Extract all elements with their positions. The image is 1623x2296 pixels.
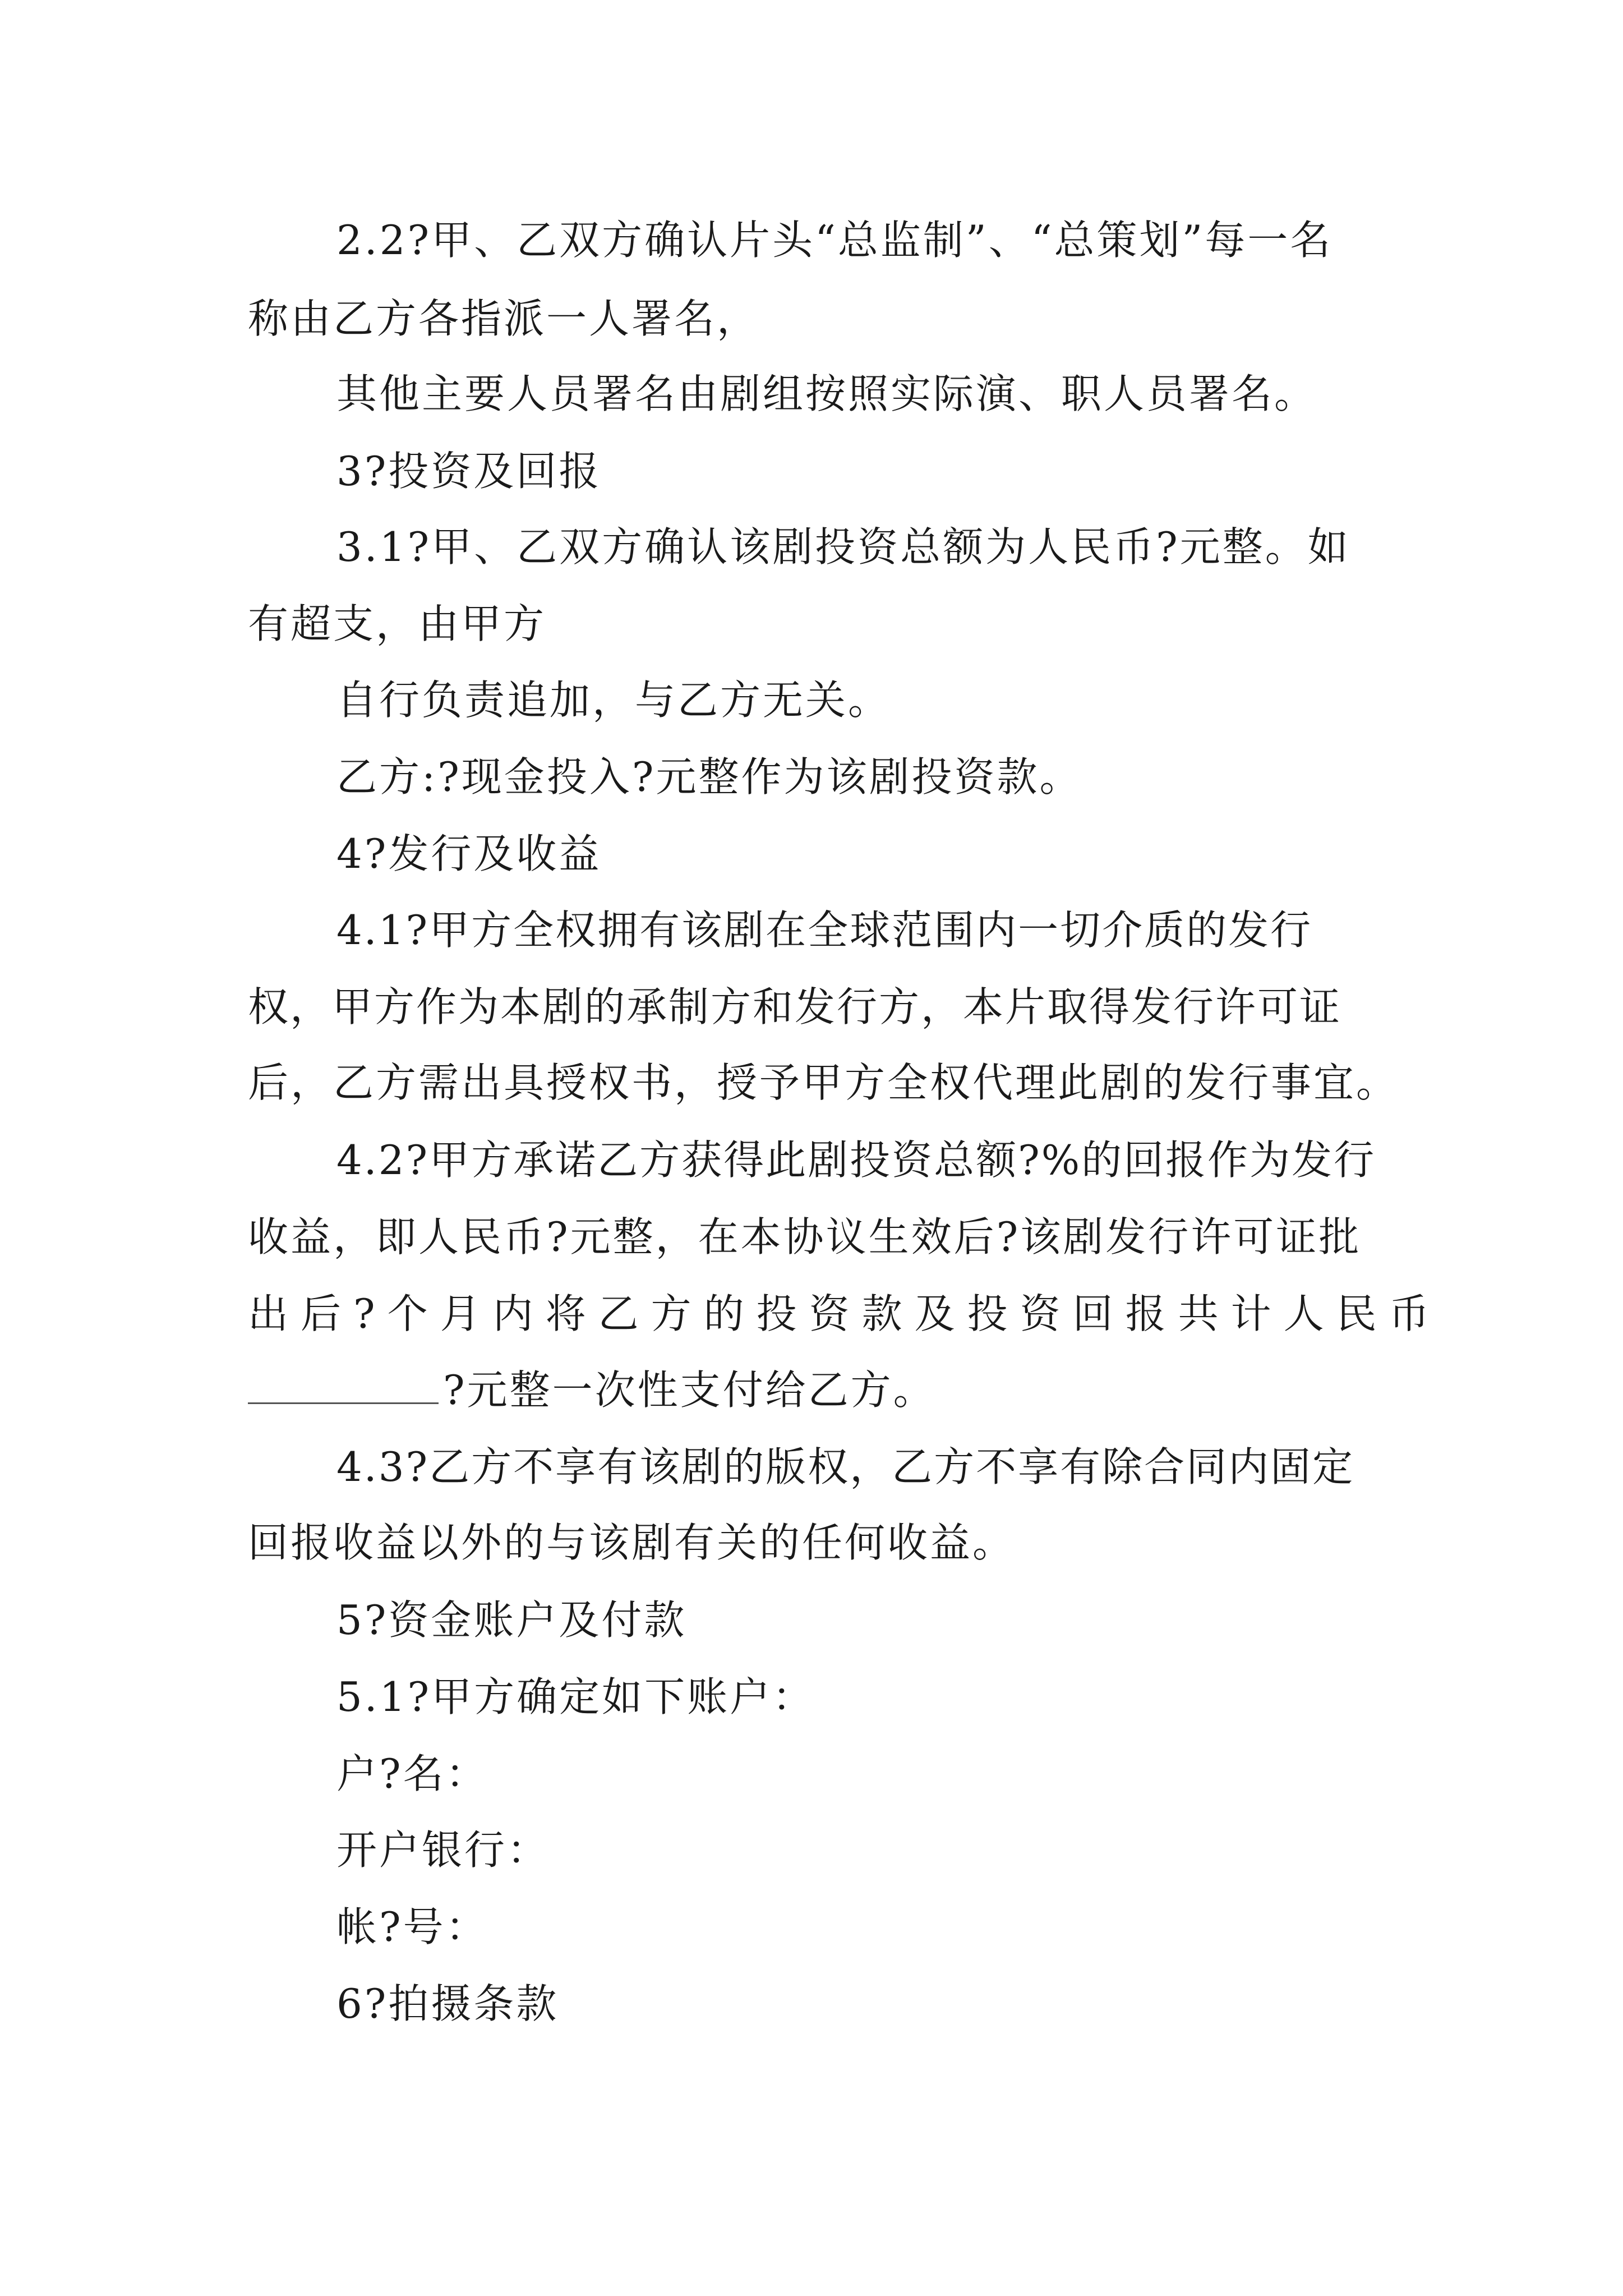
bank-name-label: 开户银行： [336, 1826, 550, 1874]
clause-4-3-line-2: 回报收益以外的与该剧有关的任何收益。 [248, 1519, 1016, 1566]
clause-4-1-line-1: 4.1?甲方全权拥有该剧在全球范围内一切介质的发行 [336, 907, 1313, 954]
party-b-investment: 乙方:?现金投入?元整作为该剧投资款。 [336, 753, 1082, 800]
clause-4-2-line-3: 出后?个月内将乙方的投资款及投资回报共计人民币 [248, 1290, 1442, 1337]
clause-3-1-line-3: 自行负责追加，与乙方无关。 [336, 677, 891, 724]
clause-4-2-line-1: 4.2?甲方承诺乙方获得此剧投资总额?%的回报作为发行 [336, 1137, 1376, 1184]
clause-3-1-line-2: 有超支，由甲方 [248, 600, 547, 647]
clause-2-2-line-2: 称由乙方各指派一人署名， [248, 295, 760, 342]
account-number-label: 帐?号： [336, 1903, 488, 1950]
account-name-label: 户?名： [336, 1750, 488, 1797]
clause-2-2-line-1: 2.2?甲、乙双方确认片头“总监制”、“总策划”每一名 [336, 217, 1333, 264]
section-4-heading: 4?发行及收益 [336, 830, 602, 877]
clause-3-1-line-1: 3.1?甲、乙双方确认该剧投资总额为人民币?元整。如 [336, 523, 1350, 570]
clause-4-2-line-4-text: ?元整一次性支付给乙方。 [443, 1366, 936, 1414]
clause-4-2-line-4 [248, 1362, 936, 1418]
clause-4-2-line-2: 收益，即人民币?元整，在本协议生效后?该剧发行许可证批 [248, 1213, 1362, 1260]
clause-5-1: 5.1?甲方确定如下账户： [336, 1673, 815, 1720]
clause-4-1-line-2: 权，甲方作为本剧的承制方和发行方，本片取得发行许可证 [248, 983, 1342, 1030]
clause-2-2-line-3: 其他主要人员署名由剧组按照实际演、职人员署名。 [336, 370, 1317, 417]
section-3-heading: 3?投资及回报 [336, 448, 602, 495]
clause-4-1-line-3: 后，乙方需出具授权书，授予甲方全权代理此剧的发行事宜。 [248, 1059, 1399, 1106]
section-6-heading: 6?拍摄条款 [336, 1980, 559, 2027]
clause-4-3-line-1: 4.3?乙方不享有该剧的版权，乙方不享有除合同内固定 [336, 1443, 1355, 1490]
section-5-heading: 5?资金账户及付款 [336, 1596, 687, 1644]
amount-blank-underline [248, 1369, 439, 1404]
